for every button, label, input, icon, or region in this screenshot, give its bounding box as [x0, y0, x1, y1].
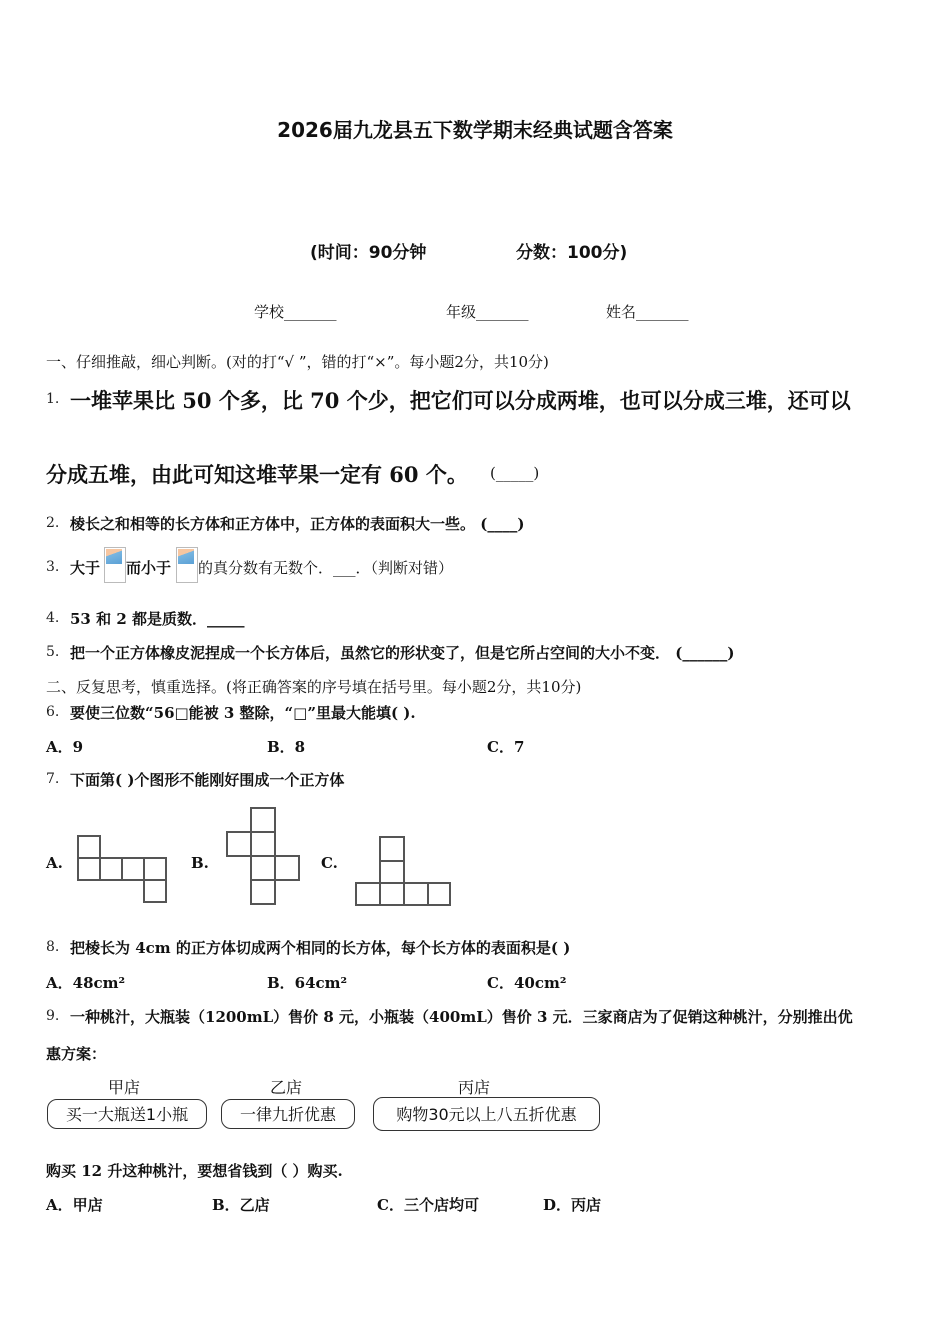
q5-number: 5. — [46, 644, 60, 660]
q3-part3: 的真分数有无数个．___．（判断对错） — [198, 559, 454, 577]
q6-option-a: A．9 — [46, 738, 84, 756]
cube-net-a — [76, 834, 172, 906]
q7-option-b: B. — [191, 854, 209, 872]
q9-number: 9. — [46, 1008, 60, 1024]
q5-text: 把一个正方体橡皮泥捏成一个长方体后，虽然它的形状变了，但是它所占空间的大小不变． (______) — [70, 644, 735, 662]
q9-option-d: D．丙店 — [543, 1196, 602, 1214]
q1-line1: 一堆苹果比 50 个多，比 70 个少，把它们可以分成两堆，也可以分成三堆，还可以 — [70, 388, 851, 413]
broken-image-icon — [176, 547, 198, 583]
q7-option-c: C. — [321, 854, 338, 872]
q3-number: 3. — [46, 559, 60, 575]
q9-line2: 惠方案： — [46, 1045, 107, 1063]
q8-option-a: A．48cm² — [46, 974, 126, 992]
q7-number: 7. — [46, 771, 60, 787]
q9-option-c: C．三个店均可 — [377, 1196, 479, 1214]
q3-part2: 而小于 — [126, 559, 172, 577]
name-field: 姓名_______ — [606, 303, 689, 321]
broken-image-icon — [104, 547, 126, 583]
cube-net-c — [354, 835, 454, 909]
shop-name: 乙店 — [270, 1078, 303, 1097]
q8-option-b: B．64cm² — [267, 974, 348, 992]
q4-text: 53 和 2 都是质数．_____ — [70, 610, 245, 628]
grade-field: 年级_______ — [446, 303, 529, 321]
section-1-heading: 一、仔细推敲，细心判断。(对的打“√ ”，错的打“×”。每小题2分，共10分) — [46, 353, 549, 371]
q8-number: 8. — [46, 939, 60, 955]
q6-number: 6. — [46, 704, 60, 720]
q1-number: 1. — [46, 391, 60, 407]
q9-question: 购买 12 升这种桃汁，要想省钱到（ ）购买. — [46, 1162, 343, 1180]
section-2-heading: 二、反复思考，慎重选择。(将正确答案的序号填在括号里。每小题2分，共10分) — [46, 678, 582, 696]
exam-score: 分数：100分) — [516, 243, 628, 263]
q6-option-c: C．7 — [487, 738, 525, 756]
page-title: 2026届九龙县五下数学期末经典试题含答案 — [277, 118, 673, 142]
shop-name: 甲店 — [108, 1078, 141, 1097]
q9-option-a: A．甲店 — [46, 1196, 103, 1214]
q3-part1: 大于 — [70, 559, 101, 577]
q2-text: 棱长之和相等的长方体和正方体中，正方体的表面积大一些。 (____) — [70, 515, 525, 533]
q6-option-b: B．8 — [267, 738, 306, 756]
q9-line1: 一种桃汁，大瓶装（1200mL）售价 8 元，小瓶装（400mL）售价 3 元．三家商店为了促销这种桃汁，分别推出优 — [70, 1008, 853, 1026]
q6-text: 要使三位数“56□能被 3 整除，“□”里最大能填( ). — [70, 704, 416, 722]
q9-option-b: B．乙店 — [212, 1196, 270, 1214]
q1-line2: 分成五堆，由此可知这堆苹果一定有 60 个。 — [46, 462, 468, 487]
q2-number: 2. — [46, 515, 60, 531]
school-field: 学校_______ — [254, 303, 337, 321]
exam-time: (时间：90分钟 — [310, 243, 427, 263]
q4-number: 4. — [46, 610, 60, 626]
shop-offer-box: 买一大瓶送1小瓶 — [47, 1099, 207, 1129]
q1-blank: (_____) — [490, 464, 540, 482]
q7-text: 下面第( )个图形不能刚好围成一个正方体 — [70, 771, 345, 789]
cube-net-b — [225, 806, 305, 906]
shop-name: 丙店 — [458, 1078, 491, 1097]
shop-offer-box: 一律九折优惠 — [221, 1099, 355, 1129]
q8-option-c: C．40cm² — [487, 974, 567, 992]
q8-text: 把棱长为 4cm 的正方体切成两个相同的长方体，每个长方体的表面积是( ) — [70, 939, 571, 957]
q7-option-a: A. — [46, 854, 63, 872]
shop-offer-box: 购物30元以上八五折优惠 — [373, 1097, 600, 1131]
